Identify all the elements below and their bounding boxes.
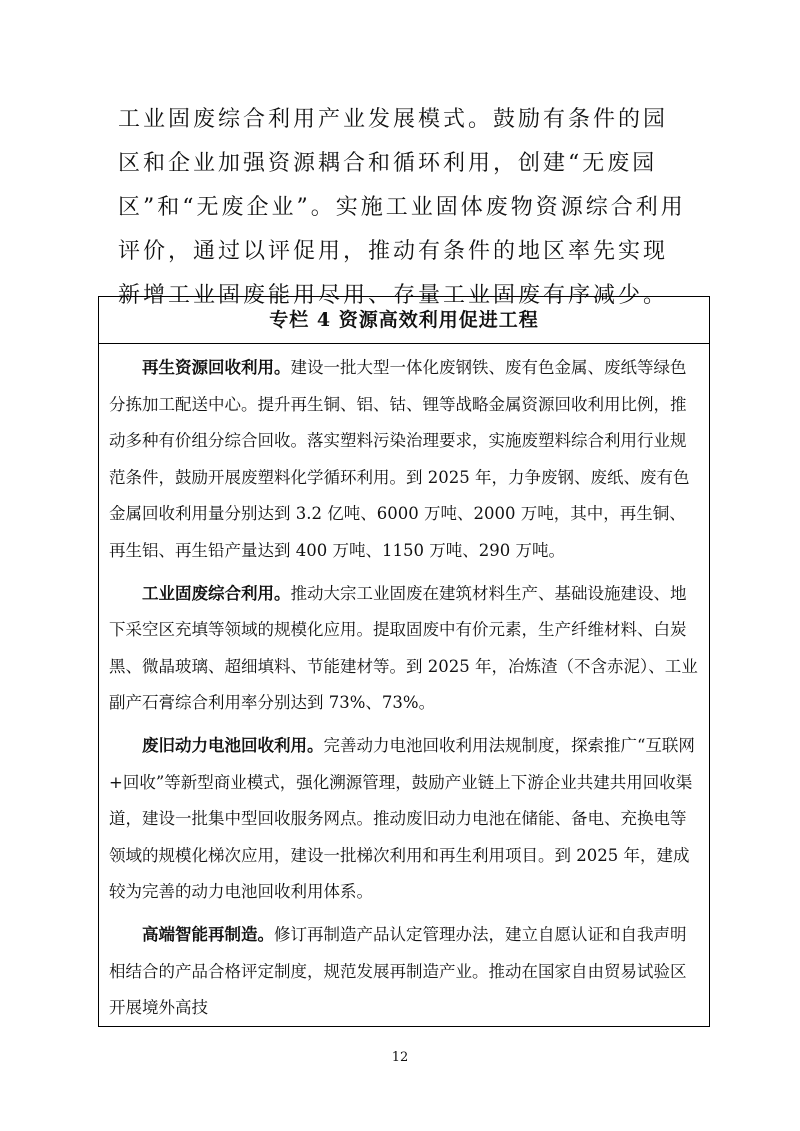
column-body <box>99 344 709 1027</box>
section-body: 建设一批大型一体化废钢铁、废有色金属、废纸等绿色分拣加工配送中心。提升再生铜、铝、钴、锂等战略金属资源回收利用比例，推动多种有价组分综合回收。落实塑料污染治理要求，实施废塑料综合利用行业规范条件，鼓励开展废塑料化学循环利用。到 2025 年，力争废钢、废纸、废有色金属回收利用量分别达到 3.2 亿吨、6000 万吨、2000 万吨，其中，再生铜、再生铝、再生铅产量达到 400 万吨、1150 万吨、290 万吨。 <box>109 358 690 560</box>
section-heading: 废旧动力电池回收利用。 <box>142 735 324 755</box>
column-title: 专栏 4 资源高效利用促进工程 <box>99 297 709 344</box>
section-heading: 工业固废综合利用。 <box>142 583 291 603</box>
section-battery-recycling <box>109 728 701 911</box>
section-remanufacturing <box>109 917 701 1027</box>
section-body: 推动大宗工业固废在建筑材料生产、基础设施建设、地下采空区充填等领域的规模化应用。提取固废中有价元素，生产纤维材料、白炭黑、微晶玻璃、超细填料、节能建材等。到 2025 年，冶炼渣（不含赤泥）、工业副产石膏综合利用率分别达到 73%、73%。 <box>109 583 698 713</box>
section-body: 完善动力电池回收利用法规制度，探索推广“互联网+回收”等新型商业模式，强化溯源管理，鼓励产业链上下游企业共建共用回收渠道，建设一批集中型回收服务网点。推动废旧动力电池在储能、备电、充换电等领域的规模化梯次应用，建设一批梯次利用和再生利用项目。到 2025 年，建成较为完善的动力电池回收利用体系。 <box>109 735 695 902</box>
intro-text <box>118 98 688 318</box>
section-heading: 高端智能再制造。 <box>142 924 274 944</box>
section-industrial-solid-waste <box>109 576 701 722</box>
page-number: 12 <box>391 1050 409 1065</box>
intro-paragraph: 工业固废综合利用产业发展模式。鼓励有条件的园区和企业加强资源耦合和循环利用，创建“无废园区”和“无废企业”。实施工业固体废物资源综合利用评价，通过以评促用，推动有条件的地区率先实现新增工业固废能用尽用、存量工业固废有序减少。 <box>118 107 686 308</box>
section-body: 修订再制造产品认定管理办法，建立自愿认证和自我声明相结合的产品合格评定制度，规范发展再制造产业。推动在国家自由贸易试验区开展境外高技 <box>109 924 687 1018</box>
special-column-box <box>98 296 710 1027</box>
section-heading: 再生资源回收利用。 <box>142 358 291 377</box>
section-recycled-resources <box>109 350 701 570</box>
